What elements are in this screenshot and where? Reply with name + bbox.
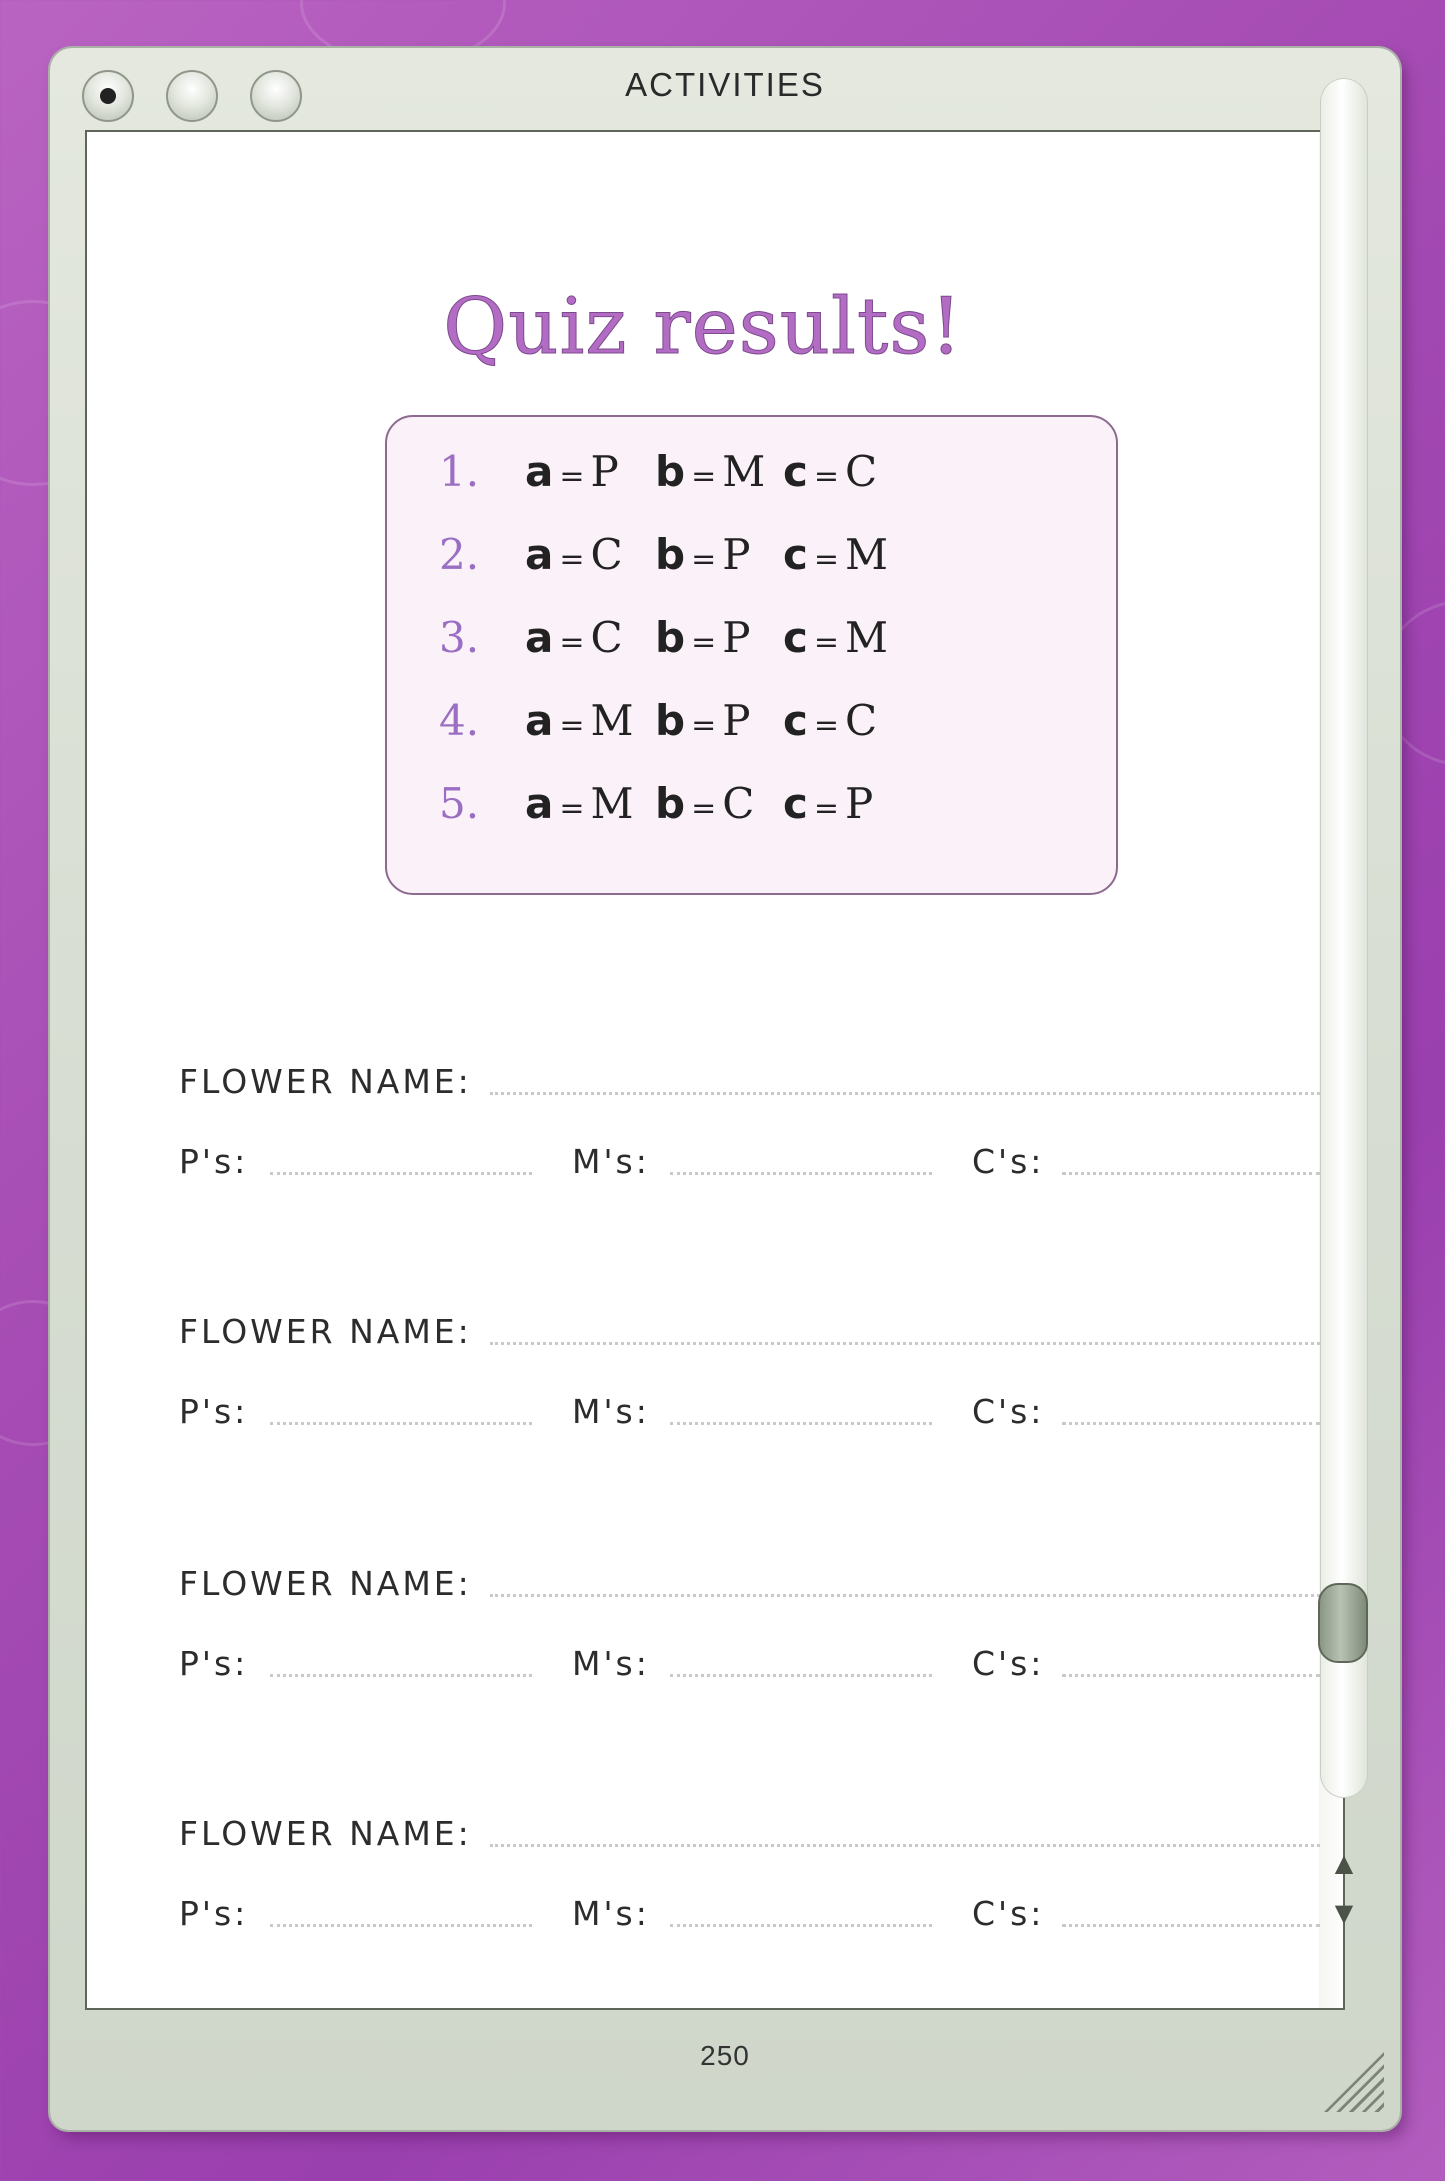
title-bar[interactable] (50, 48, 1400, 130)
question-number: 2. (439, 530, 480, 579)
p-count-label: P's: (179, 1392, 249, 1431)
answer-b: b = P (655, 530, 751, 579)
answer-c: c = P (783, 779, 874, 828)
m-count-label: M's: (572, 1392, 650, 1431)
m-count-field[interactable] (670, 1172, 932, 1175)
question-number: 3. (439, 613, 480, 662)
answer-a: a = M (525, 696, 634, 745)
page-title: Quiz results! (443, 282, 963, 372)
p-count-field[interactable] (270, 1172, 532, 1175)
vertical-scrollbar[interactable] (1320, 78, 1368, 1798)
c-count-field[interactable] (1062, 1674, 1320, 1677)
page-number: 250 (700, 2040, 750, 2071)
scroll-up-button[interactable] (1324, 1838, 1364, 1888)
question-number: 5. (439, 779, 480, 828)
answer-c: c = C (783, 447, 878, 496)
m-count-field[interactable] (670, 1674, 932, 1677)
scroll-thumb[interactable] (1318, 1583, 1368, 1663)
c-count-label: C's: (972, 1894, 1045, 1933)
m-count-label: M's: (572, 1894, 650, 1933)
answer-a: a = M (525, 779, 634, 828)
arrow-up-icon: ▲ (1334, 1849, 1354, 1877)
quiz-results-box (385, 415, 1118, 895)
flower-entry (87, 1312, 1319, 1472)
question-number: 1. (439, 447, 480, 496)
flower-entry (87, 1564, 1319, 1724)
flower-name-label: FLOWER NAME: (179, 1062, 472, 1101)
answer-c: c = M (783, 613, 889, 662)
quiz-row (387, 447, 1116, 507)
question-number: 4. (439, 696, 480, 745)
p-count-label: P's: (179, 1142, 249, 1181)
window-title: ACTIVITIES (625, 66, 825, 103)
answer-b: b = M (655, 447, 766, 496)
scroll-down-button[interactable] (1324, 1888, 1364, 1938)
p-count-field[interactable] (270, 1924, 532, 1927)
c-count-label: C's: (972, 1142, 1045, 1181)
p-count-label: P's: (179, 1894, 249, 1933)
quiz-row (387, 696, 1116, 756)
c-count-field[interactable] (1062, 1172, 1320, 1175)
p-count-label: P's: (179, 1644, 249, 1683)
c-count-label: C's: (972, 1644, 1045, 1683)
m-count-label: M's: (572, 1142, 650, 1181)
quiz-row (387, 779, 1116, 839)
flower-name-label: FLOWER NAME: (179, 1814, 472, 1853)
answer-c: c = M (783, 530, 889, 579)
status-bar (50, 2010, 1400, 2130)
answer-c: c = C (783, 696, 878, 745)
answer-a: a = C (525, 530, 623, 579)
answer-a: a = C (525, 613, 623, 662)
flower-name-field[interactable] (490, 1092, 1320, 1095)
answer-b: b = P (655, 696, 751, 745)
m-count-field[interactable] (670, 1422, 932, 1425)
flower-entry (87, 1814, 1319, 1974)
p-count-field[interactable] (270, 1422, 532, 1425)
c-count-field[interactable] (1062, 1422, 1320, 1425)
answer-b: b = C (655, 779, 755, 828)
quiz-row (387, 530, 1116, 590)
m-count-field[interactable] (670, 1924, 932, 1927)
quiz-row (387, 613, 1116, 673)
flower-name-field[interactable] (490, 1844, 1320, 1847)
c-count-label: C's: (972, 1392, 1045, 1431)
content-pane (85, 130, 1345, 2010)
answer-a: a = P (525, 447, 619, 496)
flower-name-label: FLOWER NAME: (179, 1312, 472, 1351)
c-count-field[interactable] (1062, 1924, 1320, 1927)
activities-window (50, 48, 1400, 2130)
answer-b: b = P (655, 613, 751, 662)
arrow-down-icon: ▼ (1334, 1899, 1354, 1927)
p-count-field[interactable] (270, 1674, 532, 1677)
flower-name-field[interactable] (490, 1342, 1320, 1345)
flower-entry (87, 1062, 1319, 1222)
m-count-label: M's: (572, 1644, 650, 1683)
flower-name-field[interactable] (490, 1594, 1320, 1597)
flower-name-label: FLOWER NAME: (179, 1564, 472, 1603)
